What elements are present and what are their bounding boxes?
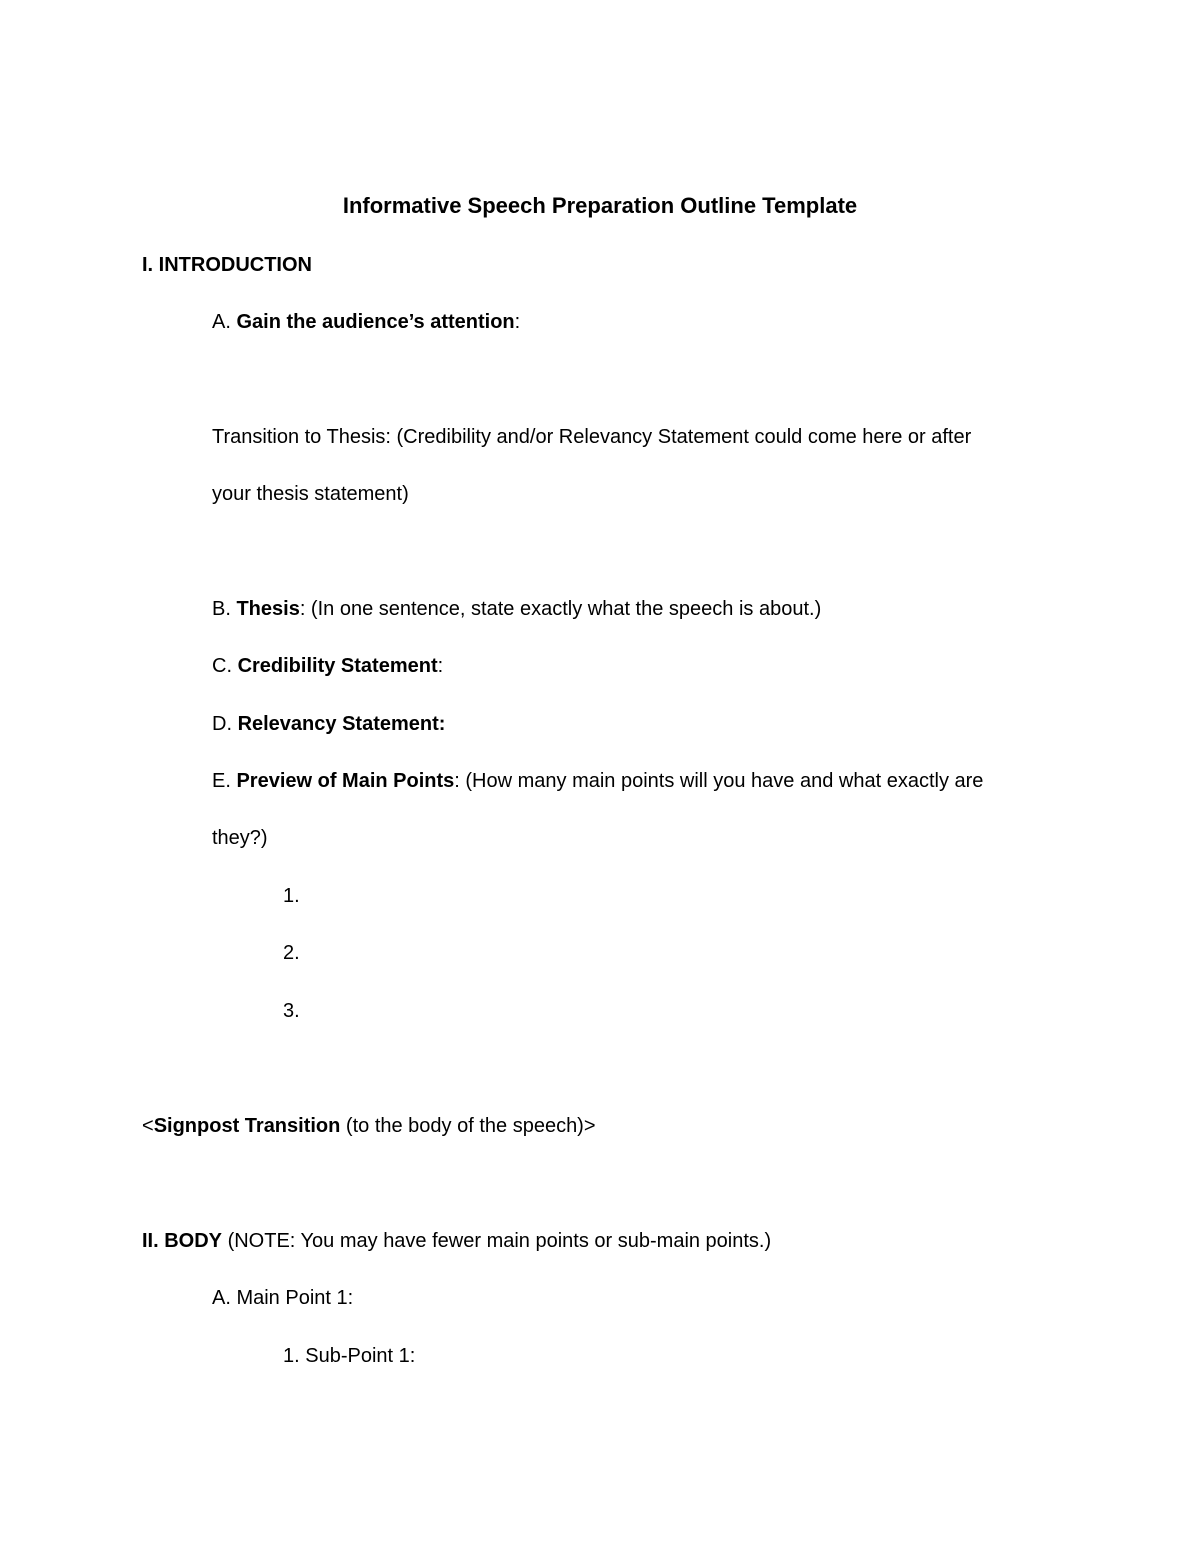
attention-item [212,309,520,335]
attention-prefix: A. [212,311,237,333]
signpost-label: Signpost Transition [153,1115,341,1137]
body-heading: II. BODY [142,1230,223,1252]
transition-line-1: Transition to Thesis: (Credibility and/or Relevancy Statement could come here or after [212,426,972,448]
signpost-open: < [142,1115,154,1137]
body-note: (NOTE: You may have fewer main points or sub-main points.) [222,1230,772,1252]
signpost-transition [142,1113,596,1139]
preview-prefix: E. [212,770,237,792]
document-title: Informative Speech Preparation Outline Template [342,193,858,218]
preview-text: : (How many main points will you have and what exactly are [454,770,984,792]
relevancy-prefix: D. [212,713,238,735]
credibility-prefix: C. [212,655,238,677]
attention-label: Gain the audience’s attention [236,311,515,333]
thesis-label: Thesis [236,598,300,620]
preview-label: Preview of Main Points [236,770,455,792]
main-point-1: A. Main Point 1: [212,1287,354,1309]
preview-point-3: 3. [283,1000,300,1022]
preview-item [212,768,983,794]
attention-colon: : [514,311,521,333]
credibility-label: Credibility Statement [237,655,438,677]
thesis-prefix: B. [212,598,237,620]
signpost-text: (to the body of the speech)> [340,1115,596,1137]
credibility-colon: : [437,655,444,677]
thesis-text: : (In one sentence, state exactly what the speech is about.) [299,598,822,620]
credibility-item [212,653,443,679]
relevancy-item [212,711,445,737]
thesis-item [212,596,821,622]
introduction-heading: I. INTRODUCTION [142,254,312,276]
preview-line-2: they?) [212,827,268,849]
preview-point-1: 1. [283,885,300,907]
sub-point-1: 1. Sub-Point 1: [283,1345,416,1367]
transition-line-2: your thesis statement) [212,483,409,505]
preview-point-2: 2. [283,942,300,964]
body-heading-line [142,1228,771,1254]
relevancy-label: Relevancy Statement: [237,713,446,735]
